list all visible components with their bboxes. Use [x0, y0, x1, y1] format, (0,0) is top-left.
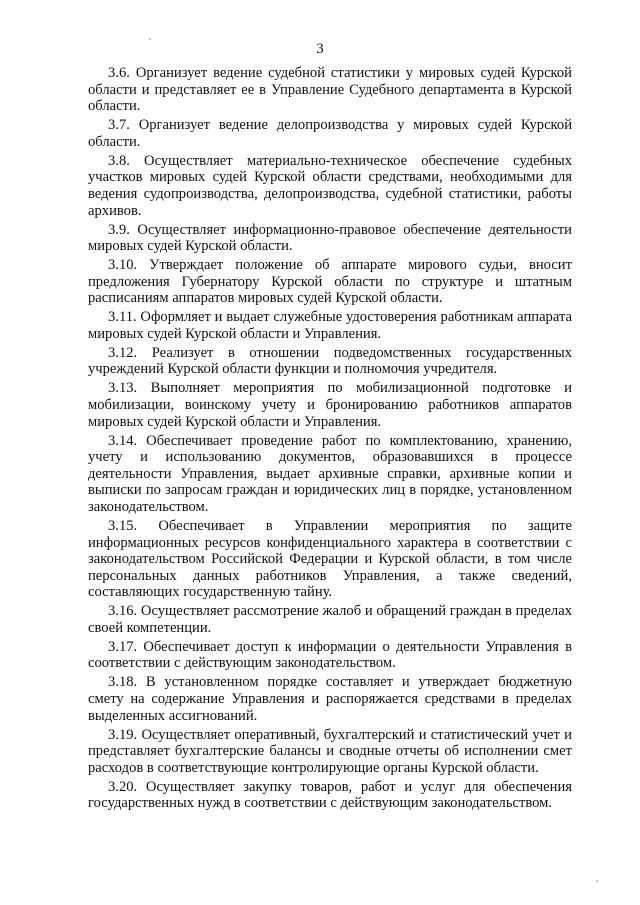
paragraph-3-11: 3.11. Оформляет и выдает служебные удостоверения работникам аппарата мировых судей Курской области и Управления. [88, 309, 572, 342]
paragraph-3-7: 3.7. Организует ведение делопроизводства у мировых судей Курской области. [88, 117, 572, 150]
paragraph-3-20: 3.20. Осуществляет закупку товаров, работ и услуг для обеспечения государственных нужд в соответствии с действующим законодательством. [88, 778, 572, 812]
paragraph-3-9: 3.9. Осуществляет информационно-правовое обеспечение деятельности мировых судей Курской области. [88, 221, 572, 255]
paragraph-3-18: 3.18. В установленном порядке составляет и утверждает бюджетную смету на содержание Управления и распоряжается средствами в пределах выделенных ассигнований. [88, 674, 572, 724]
scan-speck [596, 880, 598, 882]
paragraph-3-16: 3.16. Осуществляет рассмотрение жалоб и обращений граждан в пределах своей компетенции. [88, 603, 572, 636]
paragraph-3-19: 3.19. Осуществляет оперативный, бухгалтерский и статистический учет и представляет бухгалтерские балансы и сводные отчеты об исполнении смет расходов в соответствующие контролирующие органы Курской области. [88, 726, 572, 776]
paragraph-3-6: 3.6. Организует ведение судебной статистики у мировых судей Курской области и представляет ее в Управление Судебного департамента в Курской области. [88, 65, 572, 115]
paragraph-3-15: 3.15. Обеспечивает в Управлении мероприятия по защите информационных ресурсов конфиденциального характера в соответствии с законодательством Российской Федерации и Курской области, в том числе персональных данных работников Управления, а также сведений, составляющих государственную тайну. [88, 517, 572, 601]
paragraph-3-10: 3.10. Утверждает положение об аппарате мирового судьи, вносит предложения Губернатору Курской области по структуре и штатным расписаниям аппаратов мировых судей Курской области. [88, 257, 572, 307]
paragraph-3-14: 3.14. Обеспечивает проведение работ по комплектованию, хранению, учету и использованию документов, образовавшихся в процессе деятельности Управления, выдает архивные справки, архивные копии и выписки по запросам граждан и юридических лиц в порядке, установленном законодательством. [88, 432, 572, 515]
paragraph-3-13: 3.13. Выполняет мероприятия по мобилизационной подготовке и мобилизации, воинскому учету и бронированию работников аппаратов мировых судей Курской области и Управления. [88, 380, 572, 430]
document-body [88, 65, 572, 814]
page-number: 3 [316, 41, 324, 57]
paragraph-3-12: 3.12. Реализует в отношении подведомственных государственных учреждений Курской области функции и полномочия учредителя. [88, 344, 572, 378]
scan-speck [149, 38, 151, 40]
paragraph-3-17: 3.17. Обеспечивает доступ к информации о деятельности Управления в соответствии с действующим законодательством. [88, 638, 572, 672]
paragraph-3-8: 3.8. Осуществляет материально-техническое обеспечение судебных участков мировых судей Курской области средствами, необходимыми для ведения судопроизводства, делопроизводства, судебной статистики, работы архивов. [88, 152, 572, 219]
